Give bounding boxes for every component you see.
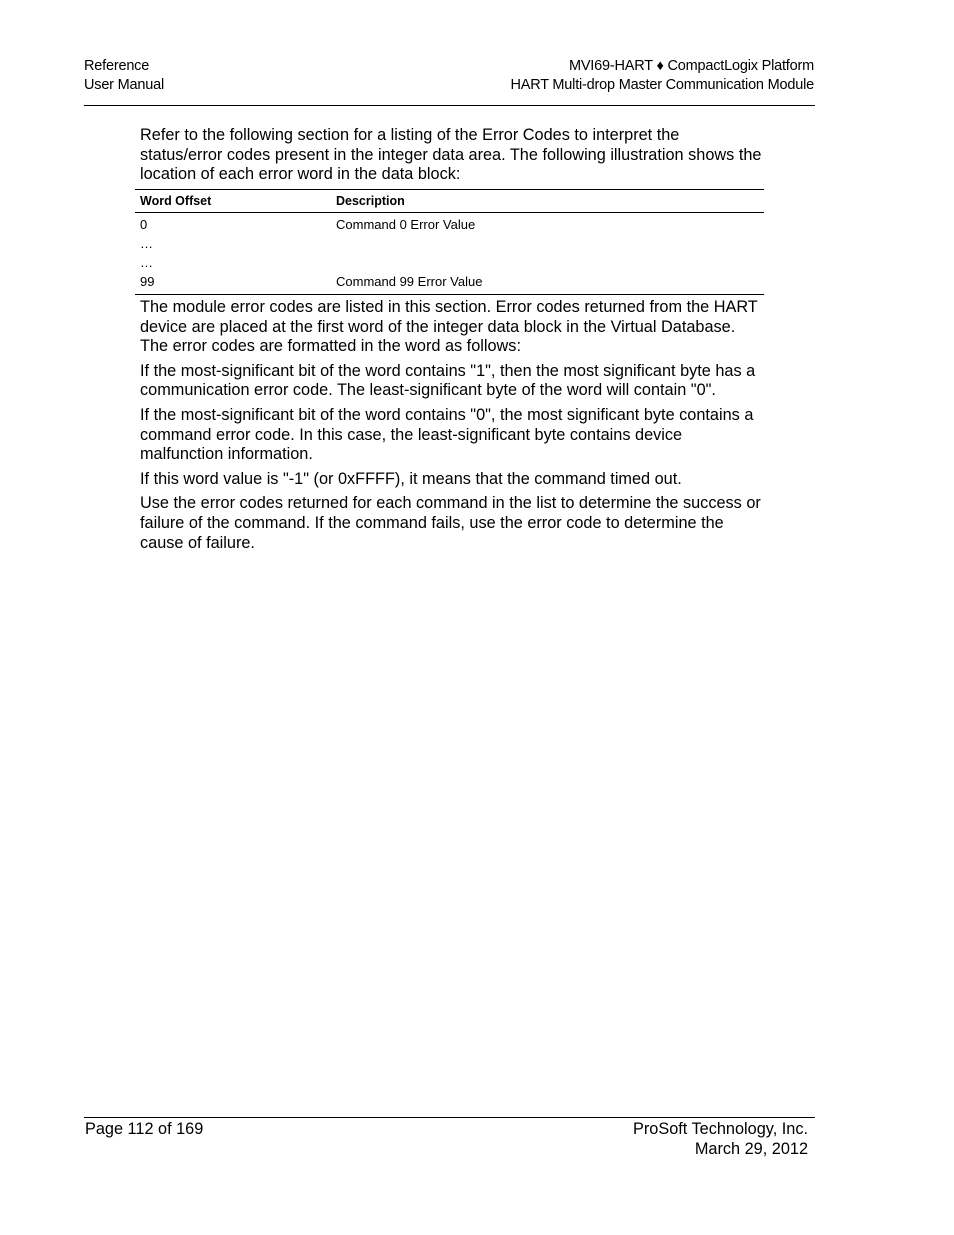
table-row xyxy=(135,234,764,253)
page-header-right xyxy=(510,57,814,95)
footer-page-number: Page 112 of 169 xyxy=(85,1120,204,1138)
cell-word-offset: 0 xyxy=(140,217,148,232)
paragraph-error-codes-intro: The module error codes are listed in this section. Error codes returned from the HART device are placed at the first word of the integer data block in the Virtual Database. The error codes are formatted in the word as follows: xyxy=(140,298,758,356)
header-doc-type: User Manual xyxy=(84,77,164,93)
header-section: Reference xyxy=(84,58,150,74)
header-module: HART Multi-drop Master Communication Module xyxy=(510,77,814,93)
cell-word-offset: … xyxy=(140,236,153,251)
table-body xyxy=(135,213,764,294)
paragraph-timeout: If this word value is "-1" (or 0xFFFF), it means that the command timed out. xyxy=(140,469,682,488)
table-row xyxy=(135,253,764,272)
paragraph-msb-one: If the most-significant bit of the word contains "1", then the most significant byte has a communication error code. The least-significant byte of the word will contain "0". xyxy=(140,361,756,400)
header-divider xyxy=(84,105,815,106)
error-code-section xyxy=(140,298,764,558)
column-header-word-offset: Word Offset xyxy=(140,194,212,208)
intro-paragraph: Refer to the following section for a listing of the Error Codes to interpret the status/error codes present in the integer data area. The following illustration shows the location of each error word in the data block: xyxy=(140,126,762,184)
cell-description: Command 0 Error Value xyxy=(336,217,476,232)
header-product: MVI69-HART ♦ CompactLogix Platform xyxy=(568,58,814,74)
table-row xyxy=(135,215,764,234)
intro-section xyxy=(140,126,764,190)
cell-word-offset: … xyxy=(140,255,153,270)
table-header-row xyxy=(135,190,764,213)
paragraph-usage: Use the error codes returned for each command in the list to determine the success or failure of the command. If the command fails, use the error code to determine the cause of failure. xyxy=(140,494,761,552)
error-word-table xyxy=(135,189,764,295)
footer-divider xyxy=(84,1117,815,1118)
page-footer-right xyxy=(633,1120,808,1159)
page-header-left xyxy=(84,57,164,95)
column-header-description: Description xyxy=(336,194,405,208)
table-row xyxy=(135,272,764,291)
footer-company: ProSoft Technology, Inc. xyxy=(633,1120,808,1138)
paragraph-msb-zero: If the most-significant bit of the word contains "0", the most significant byte contains a command error code. In this case, the least-significant byte contains device malfunction information. xyxy=(140,405,754,464)
footer-date: March 29, 2012 xyxy=(694,1139,808,1158)
cell-description: Command 99 Error Value xyxy=(336,274,483,289)
cell-word-offset: 99 xyxy=(140,274,155,289)
